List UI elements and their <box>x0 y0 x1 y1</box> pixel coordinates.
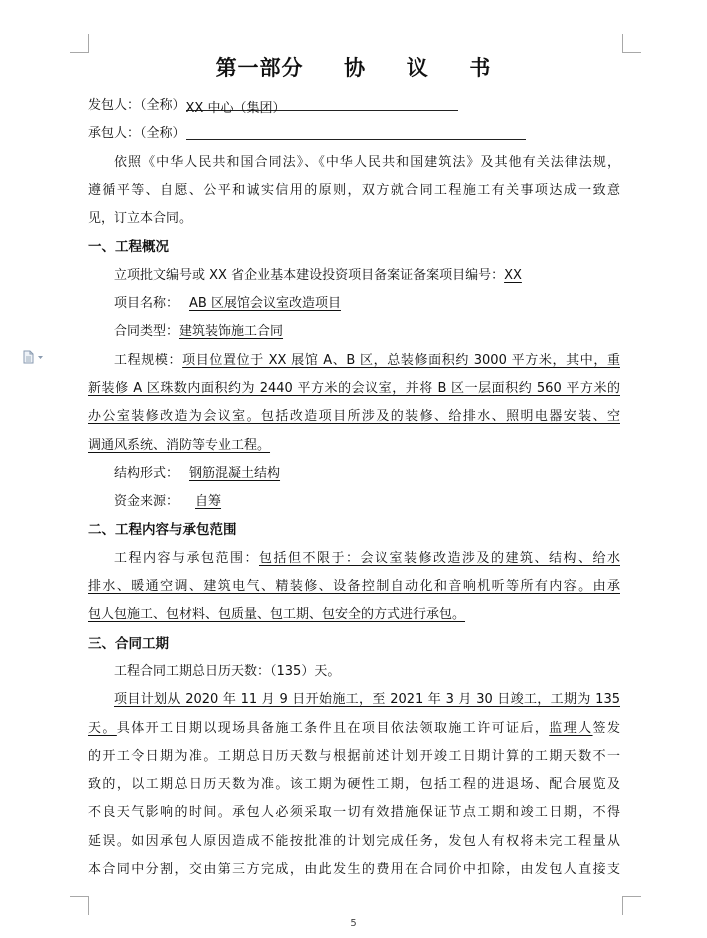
scale-line-1 <box>88 347 620 375</box>
contract-type-line <box>88 318 620 346</box>
scope-label: 工程内容与承包范围： <box>114 550 259 566</box>
page-title: 第一部分 协 议 书 <box>215 55 492 80</box>
scale-text-1: 项目位置位于 XX 展馆 A、B 区，总装修面积约 3000 平方米，其中，重 <box>182 352 620 368</box>
schedule-line-1 <box>88 686 620 714</box>
contract-type-label: 合同类型： <box>114 324 180 340</box>
document-icon[interactable] <box>23 350 45 364</box>
party-b-line <box>88 120 620 148</box>
funding-label: 资金来源： <box>114 494 180 510</box>
party-a-line <box>88 92 620 120</box>
scale-line-2: 新装修 A 区珠数内面积约为 2440 平方米的会议室，并将 B 区一层面积约 560 平方米的 <box>88 380 620 396</box>
schedule-text-2b: 具体开工日期以现场具备施工条件且在项目依法领取施工许可证后， <box>116 720 550 736</box>
intro-line-2: 遵循平等、自愿、公平和诚实信用的原则，双方就合同工程施工有关事项达成一致意 <box>88 182 620 198</box>
section-2-heading: 二、工程内容与承包范围 <box>88 522 237 539</box>
scale-label: 工程规模： <box>114 352 183 368</box>
section-1-heading: 一、工程概况 <box>88 239 169 256</box>
party-a-field[interactable] <box>185 95 458 116</box>
document-body <box>88 92 620 884</box>
scope-line-3 <box>88 601 620 629</box>
intro-line-1: 依照《中华人民共和国合同法》、《中华人民共和国建筑法》及其他有关法律法规， <box>114 154 620 170</box>
scope-text-3: 包人包施工、包材料、包质量、包工期、包安全的方式进行承包。 <box>88 607 466 623</box>
contract-type-value: 建筑装饰施工合同 <box>179 324 284 340</box>
scope-line-2: 排水、暖通空调、建筑电气、精装修、设备控制自动化和音响机听等所有内容。由承 <box>88 579 620 595</box>
crop-mark-bottom-right <box>622 896 641 915</box>
crop-mark-top-left <box>70 34 89 53</box>
scale-text-4: 调通风系统、消防等专业工程。 <box>88 437 271 453</box>
section-3-heading: 三、合同工期 <box>88 635 169 652</box>
funding-value: 自筹 <box>195 494 222 510</box>
scope-text-1: 包括但不限于：会议室装修改造涉及的建筑、结构、给水 <box>259 550 620 566</box>
body-line-4: 延误。如因承包人原因造成不能按批准的计划完成任务，发包人有权将未完工程量从 <box>88 833 620 849</box>
scale-line-3: 办公室装修改造为会议室。包括改造项目所涉及的装修、给排水、照明电器安装、空 <box>88 409 620 425</box>
party-a-label: 发包人：（全称） <box>88 98 186 113</box>
structure-line <box>88 460 620 488</box>
body-line-5: 本合同中分割，交由第三方完成，由此发生的费用在合同价中扣除，由发包人直接支 <box>88 862 620 878</box>
scope-line-1 <box>88 545 620 573</box>
project-name-line <box>88 290 620 318</box>
schedule-text-2c: 签发 <box>592 720 620 736</box>
party-b-label: 承包人：（全称） <box>88 126 186 142</box>
party-b-field[interactable] <box>186 124 526 140</box>
body-line-3: 不良天气影响的时间。承包人必须采取一切有效措施保证节点工期和竣工日期，不得 <box>88 805 620 821</box>
total-days-line: 工程合同工期总日历天数：（135）天。 <box>114 663 341 679</box>
project-name-value: AB 区展馆会议室改造项目 <box>189 296 341 312</box>
body-line-1: 的开工令日期为准。工期总日历天数与根据前述计划开竣工日期计算的工期天数不一 <box>88 748 620 764</box>
structure-label: 结构形式： <box>114 465 180 481</box>
structure-value: 钢筋混凝土结构 <box>189 465 281 481</box>
schedule-line-2 <box>88 715 620 743</box>
approval-value: XX <box>504 267 522 283</box>
approval-label: 立项批文编号或 XX 省企业基本建设投资项目备案证备案项目编号： <box>114 267 505 283</box>
body-line-2: 致的，以工期总日历天数为准。该工期为硬性工期，包括工程的进退场、配合展览及 <box>88 777 620 793</box>
intro-line-3: 见，订立本合同。 <box>88 211 193 227</box>
schedule-text-1: 项目计划从 2020 年 11 月 9 日开始施工，至 2021 年 3 月 30 日竣工，工期为 135 <box>114 692 620 708</box>
schedule-text-2a: 天。 <box>88 720 117 736</box>
page-number: 5 <box>350 918 357 929</box>
party-a-value: XX 中心（集团） <box>185 101 286 116</box>
crop-mark-bottom-left <box>70 896 89 915</box>
crop-mark-top-right <box>622 34 641 53</box>
approval-line <box>88 262 620 290</box>
funding-line <box>88 488 620 516</box>
scale-line-4 <box>88 432 620 460</box>
supervisor-term: 监理人 <box>549 720 593 736</box>
project-name-label: 项目名称： <box>114 296 180 312</box>
